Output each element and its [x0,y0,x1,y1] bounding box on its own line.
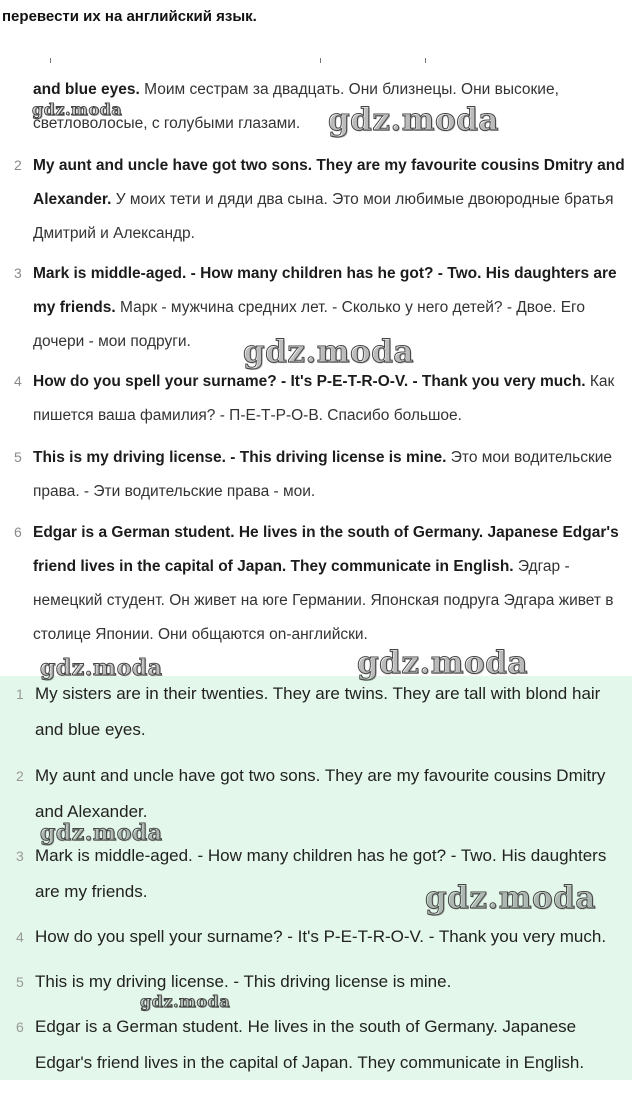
answer-text: Mark is middle-aged. - How many children has he got? - Two. His daughters are my friends. [35,846,607,901]
exercise-item-2 [0,149,632,253]
item-number: 6 [14,524,22,540]
exercise-text [33,516,630,652]
answer-text: Edgar is a German student. He lives in the south of Germany. Japanese Edgar's friend lives in the capital of Japan. They communicate in English. [35,1017,585,1072]
item-number: 4 [14,373,22,389]
exercise-item-5 [0,441,632,511]
watermark: gdz.moda [40,655,163,681]
russian-translation: Моим сестрам за двадцать. Они близнецы. Они высокие, светловолосые, с голубыми глазами. [33,81,559,132]
watermark: gdz.moda [357,645,528,681]
cut-off-line-remnant [40,58,600,64]
watermark: gdz.moda [328,102,499,138]
answer-text: My sisters are in their twenties. They are twins. They are tall with blond hair and blue eyes. [35,684,601,739]
english-sentence: Mark is middle-aged. - How many children has he got? - Two. His daughters are my friends. [33,265,617,316]
page-heading: перевести их на английский язык. [2,8,257,25]
item-number: 3 [14,265,22,281]
russian-translation: У моих тети и дяди два сына. Это мои любимые двоюродные братья Дмитрий и Александр. [33,191,614,242]
russian-translation: Эдгар - немецкий студент. Он живет на юге Германии. Японская подруга Эдгара живет в столице Японии. Они общаются on-английски. [33,558,614,643]
watermark: gdz.moda [40,820,163,846]
watermark: gdz.moda [243,334,414,370]
answer-text: My aunt and uncle have got two sons. They are my favourite cousins Dmitry and Alexander. [35,766,606,821]
answer-number: 5 [16,974,24,990]
exercise-text [33,365,630,433]
english-sentence: and blue eyes. [33,81,140,98]
answer-number: 6 [16,1019,24,1035]
exercise-text [33,149,630,251]
watermark: gdz.moda [140,992,231,1011]
answer-number: 2 [16,768,24,784]
english-sentence: This is my driving license. - This driving license is mine. [33,449,447,466]
answer-number: 1 [16,686,24,702]
item-number: 2 [14,157,22,173]
russian-translation: Марк - мужчина средних лет. - Сколько у него детей? - Двое. Его дочери - мои подруги. [33,299,585,350]
item-number: 5 [14,449,22,465]
answer-number: 4 [16,929,24,945]
exercise-item-4 [0,365,632,435]
english-sentence: How do you spell your surname? - It's P-E-T-R-O-V. - Thank you very much. [33,373,586,390]
russian-translation: Это мои водительские права. - Эти водительские права - мои. [33,449,613,500]
english-sentence: My aunt and uncle have got two sons. They are my favourite cousins Dmitry and Alexander. [33,157,625,208]
exercise-item-6 [0,516,632,656]
watermark: gdz.moda [425,880,596,916]
answer-block [0,676,632,1080]
english-sentence: Edgar is a German student. He lives in the south of Germany. Japanese Edgar's friend lives in the capital of Japan. They communicate in English. [33,524,619,575]
answer-text: How do you spell your surname? - It's P-E-T-R-O-V. - Thank you very much. [35,927,607,946]
russian-translation: Как пишется ваша фамилия? - П-Е-Т-Р-О-В. Спасибо большое. [33,373,615,424]
exercise-text [33,441,630,509]
watermark: gdz.moda [32,100,123,119]
answer-number: 3 [16,848,24,864]
answer-text: This is my driving license. - This driving license is mine. [35,972,452,991]
